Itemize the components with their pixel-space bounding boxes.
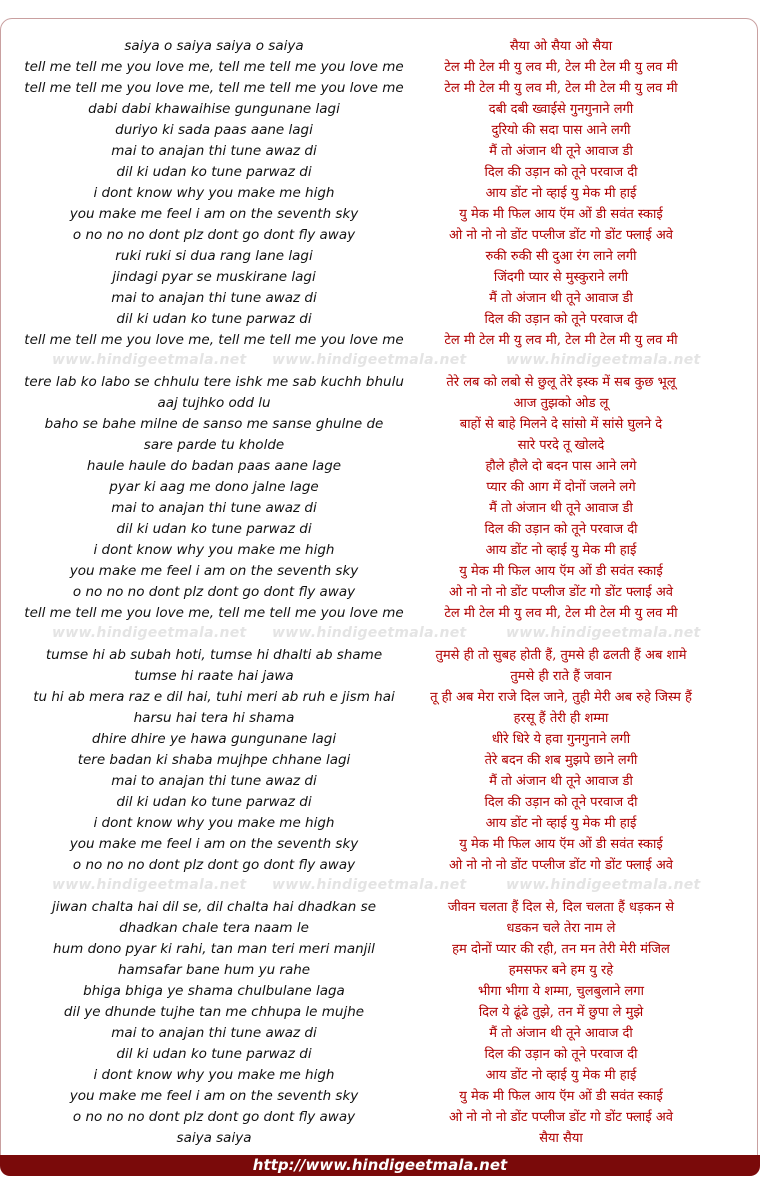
lyric-hindi: दिल ये ढूंढे तुझे, तन में छुपा ले मुझे bbox=[478, 1005, 644, 1020]
lyric-hindi: टेल मी टेल मी यु लव मी, टेल मी टेल मी यु लव मी bbox=[444, 606, 678, 621]
lyric-english: sare parde tu kholde bbox=[143, 437, 285, 453]
lyric-english: o no no no dont plz dont go dont fly away bbox=[72, 227, 356, 243]
lyric-english: mai to anajan thi tune awaz di bbox=[111, 773, 317, 789]
lyric-english: you make me feel i am on the seventh sky bbox=[69, 206, 359, 222]
lyric-line bbox=[0, 729, 760, 750]
lyric-hindi: टेल मी टेल मी यु लव मी, टेल मी टेल मी यु लव मी bbox=[444, 81, 678, 96]
lyric-english: dhire dhire ye hawa gungunane lagi bbox=[91, 731, 337, 747]
lyric-english: you make me feel i am on the seventh sky bbox=[69, 836, 359, 852]
lyric-line bbox=[0, 330, 760, 351]
lyric-line bbox=[0, 267, 760, 288]
lyric-english: dil ki udan ko tune parwaz di bbox=[116, 521, 312, 537]
lyric-english: i dont know why you make me high bbox=[93, 815, 335, 831]
lyric-line bbox=[0, 960, 760, 981]
lyric-line bbox=[0, 372, 760, 393]
lyric-line bbox=[0, 813, 760, 834]
watermark-text: www.hindigeetmala.net bbox=[506, 352, 701, 368]
lyric-line bbox=[0, 981, 760, 1002]
lyric-hindi: टेल मी टेल मी यु लव मी, टेल मी टेल मी यु लव मी bbox=[444, 60, 678, 75]
lyric-line bbox=[0, 162, 760, 183]
lyric-line bbox=[0, 750, 760, 771]
lyric-hindi: जिंदगी प्यार से मुस्कुराने लगी bbox=[493, 270, 629, 285]
lyric-hindi: सारे परदे तू खोलदे bbox=[517, 438, 605, 453]
lyric-english: o no no no dont plz dont go dont fly away bbox=[72, 1109, 356, 1125]
lyric-hindi: हमसफर बने हम यु रहे bbox=[508, 963, 614, 978]
lyric-hindi: मैं तो अंजान थी तूने आवाज दी bbox=[489, 1026, 633, 1041]
lyric-hindi: टेल मी टेल मी यु लव मी, टेल मी टेल मी यु लव मी bbox=[444, 333, 678, 348]
lyric-hindi: दिल की उड़ान को तूने परवाज दी bbox=[484, 522, 638, 537]
lyric-english: duriyo ki sada paas aane lagi bbox=[115, 122, 313, 138]
lyric-line bbox=[0, 183, 760, 204]
lyric-hindi: धडकन चले तेरा नाम ले bbox=[506, 921, 616, 936]
lyric-english: tell me tell me you love me, tell me tell me you love me bbox=[24, 605, 404, 621]
lyric-line bbox=[0, 1044, 760, 1065]
watermark-text: www.hindigeetmala.net bbox=[272, 625, 467, 641]
watermark-text: www.hindigeetmala.net bbox=[272, 877, 467, 893]
watermark-text: www.hindigeetmala.net bbox=[272, 352, 467, 368]
lyric-english: hum dono pyar ki rahi, tan man teri meri manjil bbox=[53, 941, 375, 957]
lyric-hindi: हरसू हैं तेरी ही शम्मा bbox=[513, 711, 609, 726]
lyric-english: dhadkan chale tera naam le bbox=[119, 920, 309, 936]
lyric-english: i dont know why you make me high bbox=[93, 542, 335, 558]
lyric-line bbox=[0, 792, 760, 813]
watermark-row bbox=[0, 876, 760, 897]
lyric-line bbox=[0, 708, 760, 729]
lyric-line bbox=[0, 498, 760, 519]
watermark-text: www.hindigeetmala.net bbox=[506, 625, 701, 641]
lyric-hindi: यु मेक मी फिल आय ऍम ओं डी सवंत स्काई bbox=[459, 837, 663, 852]
lyric-line bbox=[0, 225, 760, 246]
lyric-line bbox=[0, 309, 760, 330]
lyric-line bbox=[0, 603, 760, 624]
lyric-line bbox=[0, 246, 760, 267]
lyric-hindi: आज तुझको ओड लू bbox=[513, 396, 609, 411]
lyric-line bbox=[0, 57, 760, 78]
lyric-english: saiya o saiya saiya o saiya bbox=[124, 38, 304, 54]
lyric-english: harsu hai tera hi shama bbox=[133, 710, 295, 726]
lyric-hindi: धीरे धिरे ये हवा गुनगुनाने लगी bbox=[491, 732, 631, 747]
lyric-hindi: हौले हौले दो बदन पास आने लगे bbox=[485, 459, 637, 474]
watermark-text: www.hindigeetmala.net bbox=[52, 352, 247, 368]
lyric-line bbox=[0, 771, 760, 792]
lyric-english: tell me tell me you love me, tell me tell me you love me bbox=[24, 332, 404, 348]
lyric-english: i dont know why you make me high bbox=[93, 1067, 335, 1083]
lyric-hindi: दुरियो की सदा पास आने लगी bbox=[491, 123, 631, 138]
lyric-line bbox=[0, 1086, 760, 1107]
lyric-english: haule haule do badan paas aane lage bbox=[86, 458, 342, 474]
lyric-line bbox=[0, 561, 760, 582]
lyric-hindi: यु मेक मी फिल आय ऍम ओं डी सवंत स्काई bbox=[459, 564, 663, 579]
lyric-hindi: ओ नो नो नो डोंट पप्लीज डोंट गो डोंट फ्लाई अवे bbox=[449, 228, 673, 243]
lyric-english: dil ki udan ko tune parwaz di bbox=[116, 164, 312, 180]
lyric-line bbox=[0, 918, 760, 939]
lyric-line bbox=[0, 687, 760, 708]
lyric-hindi: भीगा भीगा ये शम्मा, चुलबुलाने लगा bbox=[478, 984, 644, 999]
lyric-hindi: सैया ओ सैया ओ सैया bbox=[509, 39, 613, 54]
lyric-line bbox=[0, 477, 760, 498]
lyric-english: tere badan ki shaba mujhpe chhane lagi bbox=[77, 752, 351, 768]
lyric-line bbox=[0, 582, 760, 603]
footer-bar bbox=[0, 1155, 760, 1176]
lyric-line bbox=[0, 1002, 760, 1023]
lyric-english: o no no no dont plz dont go dont fly away bbox=[72, 584, 356, 600]
lyric-hindi: तेरे लब को लबो से छुलू तेरे इस्क में सब कुछ भूलू bbox=[446, 375, 676, 390]
lyric-line bbox=[0, 120, 760, 141]
lyric-hindi: दिल की उड़ान को तूने परवाज दी bbox=[484, 795, 638, 810]
lyric-hindi: आय डोंट नो व्हाई यु मेक मी हाई bbox=[485, 186, 637, 201]
watermark-text: www.hindigeetmala.net bbox=[506, 877, 701, 893]
lyric-english: dil ki udan ko tune parwaz di bbox=[116, 1046, 312, 1062]
lyric-hindi: तुमसे ही राते हैं जवान bbox=[510, 669, 612, 684]
watermark-row bbox=[0, 351, 760, 372]
lyric-english: saiya saiya bbox=[176, 1130, 252, 1146]
lyric-line bbox=[0, 456, 760, 477]
watermark-text: www.hindigeetmala.net bbox=[52, 625, 247, 641]
lyric-english: mai to anajan thi tune awaz di bbox=[111, 290, 317, 306]
lyric-english: tu hi ab mera raz e dil hai, tuhi meri ab ruh e jism hai bbox=[33, 689, 395, 705]
lyric-hindi: जीवन चलता हैं दिल से, दिल चलता हैं धड़कन से bbox=[447, 900, 675, 915]
lyric-line bbox=[0, 834, 760, 855]
lyric-hindi: रुकी रुकी सी दुआ रंग लाने लगी bbox=[485, 249, 637, 264]
lyric-english: mai to anajan thi tune awaz di bbox=[111, 143, 317, 159]
lyric-english: ruki ruki si dua rang lane lagi bbox=[115, 248, 313, 264]
lyric-hindi: ओ नो नो नो डोंट पप्लीज डोंट गो डोंट फ्लाई अवे bbox=[449, 585, 673, 600]
lyric-hindi: आय डोंट नो व्हाई यु मेक मी हाई bbox=[485, 543, 637, 558]
lyric-line bbox=[0, 897, 760, 918]
lyric-english: bhiga bhiga ye shama chulbulane laga bbox=[83, 983, 345, 999]
lyric-english: dil ki udan ko tune parwaz di bbox=[116, 311, 312, 327]
footer-url[interactable]: http://www.hindigeetmala.net bbox=[252, 1156, 508, 1174]
lyric-line bbox=[0, 99, 760, 120]
lyric-english: aaj tujhko odd lu bbox=[157, 395, 271, 411]
lyric-hindi: मैं तो अंजान थी तूने आवाज डी bbox=[489, 291, 633, 306]
lyric-line bbox=[0, 78, 760, 99]
lyric-hindi: यु मेक मी फिल आय ऍम ओं डी सवंत स्काई bbox=[459, 1089, 663, 1104]
lyric-hindi: मैं तो अंजान थी तूने आवाज डी bbox=[489, 774, 633, 789]
lyric-hindi: दिल की उड़ान को तूने परवाज दी bbox=[484, 165, 638, 180]
lyric-line bbox=[0, 645, 760, 666]
lyric-english: jindagi pyar se muskirane lagi bbox=[112, 269, 316, 285]
lyric-hindi: ओ नो नो नो डोंट पप्लीज डोंट गो डोंट फ्लाई अवे bbox=[449, 858, 673, 873]
lyric-hindi: आय डोंट नो व्हाई यु मेक मी हाई bbox=[485, 1068, 637, 1083]
lyric-english: tere lab ko labo se chhulu tere ishk me sab kuchh bhulu bbox=[24, 374, 404, 390]
lyric-hindi: प्यार की आग में दोनों जलने लगे bbox=[486, 480, 636, 495]
lyric-english: o no no no dont plz dont go dont fly away bbox=[72, 857, 356, 873]
lyric-english: pyar ki aag me dono jalne lage bbox=[109, 479, 319, 495]
lyric-hindi: आय डोंट नो व्हाई यु मेक मी हाई bbox=[485, 816, 637, 831]
lyric-hindi: मैं तो अंजान थी तूने आवाज डी bbox=[489, 501, 633, 516]
lyric-line bbox=[0, 1107, 760, 1128]
lyric-english: mai to anajan thi tune awaz di bbox=[111, 500, 317, 516]
lyric-line bbox=[0, 141, 760, 162]
lyric-hindi: तुमसे ही तो सुबह होती हैं, तुमसे ही ढलती हैं अब शामे bbox=[435, 648, 687, 663]
lyric-english: tumse hi raate hai jawa bbox=[134, 668, 294, 684]
lyric-line bbox=[0, 855, 760, 876]
lyric-hindi: दबी दबी ख्वाईसे गुनगुनाने लगी bbox=[488, 102, 634, 117]
lyric-line bbox=[0, 36, 760, 57]
lyric-english: tell me tell me you love me, tell me tell me you love me bbox=[24, 59, 404, 75]
lyric-hindi: बाहों से बाहे मिलने दे सांसो में सांसे घुलने दे bbox=[459, 417, 663, 432]
watermark-text: www.hindigeetmala.net bbox=[52, 877, 247, 893]
lyric-hindi: सैया सैया bbox=[539, 1131, 583, 1146]
lyric-line bbox=[0, 939, 760, 960]
lyric-hindi: ओ नो नो नो डोंट पप्लीज डोंट गो डोंट फ्लाई अवे bbox=[449, 1110, 673, 1125]
lyrics-container bbox=[0, 36, 760, 1149]
lyric-line bbox=[0, 519, 760, 540]
lyric-line bbox=[0, 1065, 760, 1086]
lyric-english: hamsafar bane hum yu rahe bbox=[117, 962, 311, 978]
lyric-english: dil ye dhunde tujhe tan me chhupa le mujhe bbox=[63, 1004, 365, 1020]
lyric-english: you make me feel i am on the seventh sky bbox=[69, 1088, 359, 1104]
lyric-english: jiwan chalta hai dil se, dil chalta hai dhadkan se bbox=[51, 899, 376, 915]
lyric-hindi: तू ही अब मेरा राजे दिल जाने, तुही मेरी अब रुहे जिस्म हैं bbox=[430, 690, 692, 705]
lyric-line bbox=[0, 540, 760, 561]
lyric-english: tumse hi ab subah hoti, tumse hi dhalti ab shame bbox=[45, 647, 383, 663]
lyric-line bbox=[0, 1023, 760, 1044]
lyric-line bbox=[0, 288, 760, 309]
lyric-hindi: दिल की उड़ान को तूने परवाज दी bbox=[484, 1047, 638, 1062]
lyric-english: mai to anajan thi tune awaz di bbox=[111, 1025, 317, 1041]
lyric-english: dabi dabi khawaihise gungunane lagi bbox=[88, 101, 340, 117]
lyric-hindi: तेरे बदन की शब मुझपे छाने लगी bbox=[484, 753, 638, 768]
lyric-line bbox=[0, 393, 760, 414]
lyric-english: you make me feel i am on the seventh sky bbox=[69, 563, 359, 579]
lyric-english: dil ki udan ko tune parwaz di bbox=[116, 794, 312, 810]
lyric-line bbox=[0, 1128, 760, 1149]
lyric-line bbox=[0, 666, 760, 687]
watermark-row bbox=[0, 624, 760, 645]
lyric-hindi: हम दोनों प्यार की रही, तन मन तेरी मेरी मंजिल bbox=[452, 942, 670, 957]
lyric-hindi: मैं तो अंजान थी तूने आवाज डी bbox=[489, 144, 633, 159]
lyric-english: i dont know why you make me high bbox=[93, 185, 335, 201]
lyric-english: tell me tell me you love me, tell me tell me you love me bbox=[24, 80, 404, 96]
lyric-line bbox=[0, 435, 760, 456]
lyric-line bbox=[0, 414, 760, 435]
lyric-hindi: दिल की उड़ान को तूने परवाज दी bbox=[484, 312, 638, 327]
lyric-line bbox=[0, 204, 760, 225]
lyric-hindi: यु मेक मी फिल आय ऍम ओं डी सवंत स्काई bbox=[459, 207, 663, 222]
lyric-english: baho se bahe milne de sanso me sanse ghulne de bbox=[44, 416, 384, 432]
